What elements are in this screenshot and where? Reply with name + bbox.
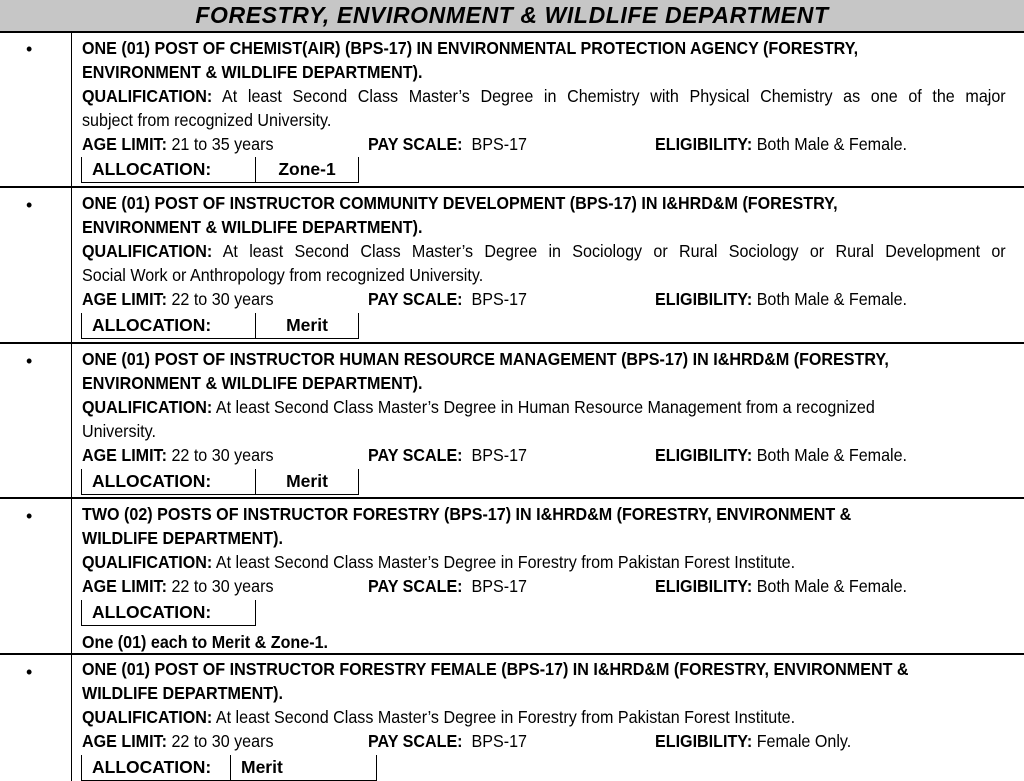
- post-title: TWO (02) POSTS OF INSTRUCTOR FORESTRY (BPS-17) IN I&HRD&M (FORESTRY, ENVIRONMENT &: [82, 504, 852, 524]
- row-divider: [0, 653, 1024, 655]
- post-title: ONE (01) POST OF CHEMIST(AIR) (BPS-17) IN ENVIRONMENTAL PROTECTION AGENCY (FORESTRY,: [82, 38, 859, 58]
- bullet-marker: •: [26, 662, 33, 682]
- allocation-note: One (01) each to Merit & Zone-1.: [82, 632, 329, 652]
- post-title: ENVIRONMENT & WILDLIFE DEPARTMENT).: [82, 373, 423, 393]
- pay-scale-row: [368, 574, 607, 598]
- row-divider: [0, 186, 1024, 188]
- eligibility-value: Both Male & Female.: [756, 445, 908, 465]
- age-limit-value: 22 to 30 years: [171, 731, 274, 751]
- eligibility-value: Both Male & Female.: [756, 134, 908, 154]
- post-title: ENVIRONMENT & WILDLIFE DEPARTMENT).: [82, 62, 423, 82]
- row-divider: [0, 497, 1024, 499]
- pay-scale-row: [368, 729, 607, 753]
- age-limit-value: 22 to 30 years: [171, 445, 274, 465]
- qualification-text: At least Second Class Master’s Degree in Forestry from Pakistan Forest Institute.: [215, 707, 796, 727]
- pay-scale-value: BPS-17: [471, 731, 527, 751]
- age-limit-label: AGE LIMIT:: [82, 731, 167, 751]
- eligibility-row: [655, 132, 986, 156]
- allocation-label: ALLOCATION:: [92, 315, 212, 335]
- post-title: WILDLIFE DEPARTMENT).: [82, 683, 283, 703]
- qualification-line: [82, 705, 932, 729]
- qualification-line: [82, 395, 932, 419]
- qualification-line: [82, 84, 1006, 108]
- qualification-label: QUALIFICATION:: [82, 86, 213, 106]
- allocation-label: ALLOCATION:: [92, 471, 212, 491]
- pay-scale-value: BPS-17: [471, 576, 527, 596]
- age-limit-label: AGE LIMIT:: [82, 445, 167, 465]
- qualification-label: QUALIFICATION:: [82, 707, 213, 727]
- qualification-text: At least Second Class Master’s Degree in Human Resource Management from a recognized: [215, 397, 875, 417]
- age-limit-value: 22 to 30 years: [171, 576, 274, 596]
- allocation-box: [81, 313, 359, 339]
- eligibility-value: Female Only.: [756, 731, 852, 751]
- bullet-marker: •: [26, 195, 33, 215]
- bullet-marker: •: [26, 506, 33, 526]
- qualification-continuation: Social Work or Anthropology from recognized University.: [82, 265, 484, 285]
- bullet-marker: •: [26, 351, 33, 371]
- eligibility-row: [655, 574, 986, 598]
- qualification-text: At least Second Class Master’s Degree in Sociology or Rural Sociology or Rural Development or: [222, 241, 1006, 261]
- eligibility-label: ELIGIBILITY:: [655, 134, 753, 154]
- allocation-label: ALLOCATION:: [92, 602, 212, 622]
- pay-scale-value: BPS-17: [471, 289, 527, 309]
- column-divider: [71, 33, 72, 781]
- qualification-text: At least Second Class Master’s Degree in Forestry from Pakistan Forest Institute.: [215, 552, 796, 572]
- allocation-value: Zone-1: [255, 157, 358, 182]
- row-divider: [0, 342, 1024, 344]
- allocation-box: [81, 600, 256, 626]
- age-limit-label: AGE LIMIT:: [82, 134, 167, 154]
- pay-scale-value: BPS-17: [471, 134, 527, 154]
- pay-scale-row: [368, 287, 607, 311]
- allocation-box: [81, 469, 359, 495]
- qualification-continuation: University.: [82, 421, 156, 441]
- pay-scale-value: BPS-17: [471, 445, 527, 465]
- bullet-marker: •: [26, 39, 33, 59]
- allocation-box: [81, 157, 359, 183]
- eligibility-label: ELIGIBILITY:: [655, 731, 753, 751]
- eligibility-row: [655, 729, 986, 753]
- pay-scale-row: [368, 132, 607, 156]
- allocation-box: [81, 755, 377, 781]
- eligibility-label: ELIGIBILITY:: [655, 289, 753, 309]
- eligibility-row: [655, 287, 986, 311]
- allocation-label: ALLOCATION:: [92, 159, 212, 179]
- pay-scale-label: PAY SCALE:: [368, 445, 463, 465]
- post-title: ONE (01) POST OF INSTRUCTOR FORESTRY FEMALE (BPS-17) IN I&HRD&M (FORESTRY, ENVIRONMENT &: [82, 659, 909, 679]
- post-title: ONE (01) POST OF INSTRUCTOR HUMAN RESOURCE MANAGEMENT (BPS-17) IN I&HRD&M (FORESTRY,: [82, 349, 889, 369]
- post-title: ONE (01) POST OF INSTRUCTOR COMMUNITY DEVELOPMENT (BPS-17) IN I&HRD&M (FORESTRY,: [82, 193, 838, 213]
- qualification-label: QUALIFICATION:: [82, 397, 213, 417]
- age-limit-label: AGE LIMIT:: [82, 289, 167, 309]
- qualification-label: QUALIFICATION:: [82, 552, 213, 572]
- allocation-value: Merit: [255, 469, 358, 494]
- post-title: ENVIRONMENT & WILDLIFE DEPARTMENT).: [82, 217, 423, 237]
- eligibility-value: Both Male & Female.: [756, 289, 908, 309]
- qualification-text: At least Second Class Master’s Degree in Chemistry with Physical Chemistry as one of the major: [222, 86, 1006, 106]
- eligibility-label: ELIGIBILITY:: [655, 445, 753, 465]
- eligibility-row: [655, 443, 986, 467]
- eligibility-value: Both Male & Female.: [756, 576, 908, 596]
- pay-scale-label: PAY SCALE:: [368, 576, 463, 596]
- qualification-continuation: subject from recognized University.: [82, 110, 332, 130]
- allocation-value: Merit: [255, 313, 358, 338]
- qualification-line: [82, 239, 1006, 263]
- age-limit-value: 21 to 35 years: [171, 134, 274, 154]
- pay-scale-label: PAY SCALE:: [368, 134, 463, 154]
- age-limit-value: 22 to 30 years: [171, 289, 274, 309]
- department-header: FORESTRY, ENVIRONMENT & WILDLIFE DEPARTMENT: [0, 0, 1024, 33]
- pay-scale-label: PAY SCALE:: [368, 289, 463, 309]
- qualification-label: QUALIFICATION:: [82, 241, 213, 261]
- qualification-line: [82, 550, 932, 574]
- allocation-label: ALLOCATION:: [92, 757, 212, 777]
- pay-scale-row: [368, 443, 607, 467]
- eligibility-label: ELIGIBILITY:: [655, 576, 753, 596]
- post-title: WILDLIFE DEPARTMENT).: [82, 528, 283, 548]
- pay-scale-label: PAY SCALE:: [368, 731, 463, 751]
- allocation-value: Merit: [230, 755, 376, 780]
- age-limit-label: AGE LIMIT:: [82, 576, 167, 596]
